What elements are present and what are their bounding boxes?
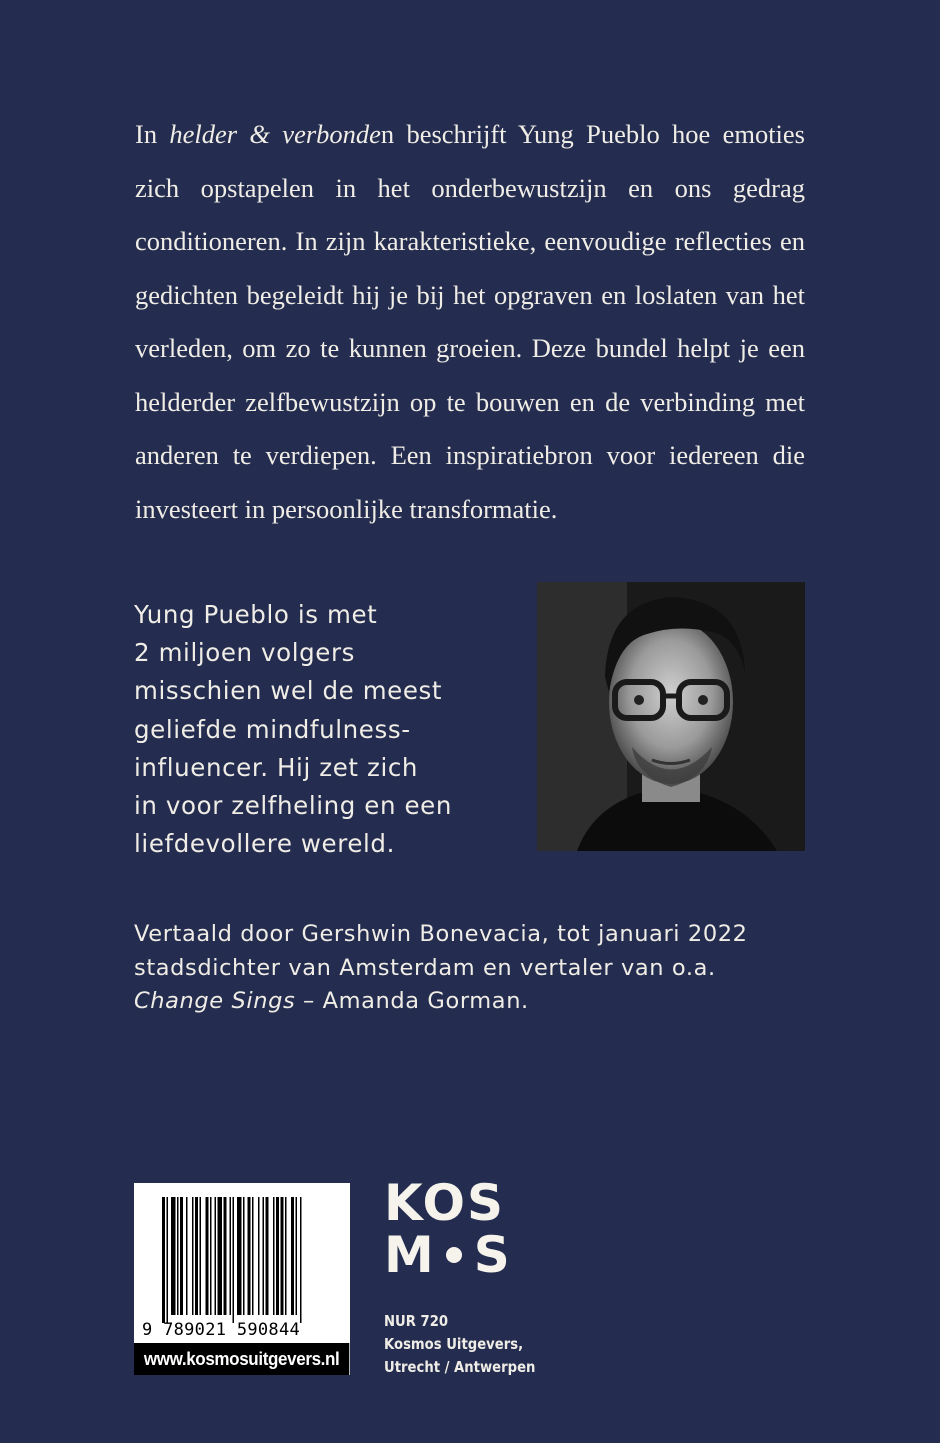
barcode-bar (171, 1197, 176, 1315)
barcode-bar (200, 1197, 202, 1315)
nur-code: NUR 720 (384, 1312, 449, 1330)
barcode-bar (210, 1197, 212, 1315)
translator-line: Vertaald door Gershwin Bonevacia, tot januari 2022 (134, 921, 748, 947)
publisher-name: Kosmos Uitgevers, (384, 1335, 524, 1353)
barcode-bar (237, 1197, 242, 1315)
bio-line: liefdevollere wereld. (134, 829, 395, 859)
translator-credit (134, 918, 814, 1019)
barcode-bar (167, 1197, 169, 1323)
barcode-bar (266, 1197, 269, 1315)
barcode-bar (206, 1197, 209, 1315)
bio-line: influencer. Hij zet zich (134, 752, 419, 782)
barcode-bar (248, 1197, 251, 1315)
barcode-bar (252, 1197, 254, 1315)
blurb-prefix: In (135, 119, 170, 149)
isbn-number: 9 789021 590844 (142, 1320, 301, 1340)
bio-line: 2 miljoen volgers (134, 638, 355, 668)
barcode-bar (281, 1197, 284, 1315)
barcode-bar (273, 1197, 275, 1315)
barcode-bar (162, 1197, 165, 1323)
barcode-bar (195, 1197, 198, 1315)
barcode-bar (291, 1197, 294, 1315)
translated-work-title: Change Sings (134, 988, 296, 1014)
author-portrait-graphic (537, 582, 805, 851)
publisher-location: Utrecht / Antwerpen (384, 1358, 536, 1376)
barcode-bar (243, 1197, 245, 1315)
barcode-bar (180, 1197, 183, 1315)
barcode-bar (276, 1197, 279, 1315)
barcode-bar (224, 1197, 227, 1315)
barcode-bar (258, 1197, 260, 1315)
barcode (134, 1183, 350, 1375)
logo-row-1: KOS (384, 1174, 506, 1232)
publisher-info (384, 1310, 535, 1379)
barcode-bar (218, 1197, 223, 1315)
logo-letter-s: S (473, 1226, 512, 1284)
barcode-bar (296, 1197, 298, 1315)
barcode-bar (186, 1197, 188, 1315)
translator-line: stadsdichter van Amsterdam en vertaler van o.a. (134, 954, 716, 981)
bio-line: misschien wel de meest (134, 676, 443, 706)
publisher-url: www.kosmosuitgevers.nl (134, 1343, 349, 1375)
author-bio (134, 596, 494, 863)
barcode-bar (192, 1197, 194, 1315)
bio-line: in voor zelfheling en een (134, 791, 452, 821)
barcode-bar (177, 1197, 179, 1315)
logo-dot-icon (446, 1247, 462, 1263)
barcode-bars (134, 1183, 350, 1323)
barcode-bar (230, 1197, 232, 1315)
author-photo (537, 582, 805, 851)
logo-letter-m: M (384, 1226, 436, 1284)
barcode-bar (300, 1197, 302, 1323)
logo-row-2 (384, 1226, 512, 1284)
blurb-body: n beschrijft Yung Pueblo hoe emoties zich opstapelen in het onderbewustzijn en ons gedrag conditioneren. In zijn karakteristieke, eenvoudige reflecties en gedichten begeleidt hij je bij het opgraven en loslaten van het verleden, om zo te kunnen groeien. Deze bundel helpt je een helderder zelfbewustzijn op te bouwen en de verbinding met anderen te verdiepen. Een inspiratiebron voor iedereen die investeert in persoonlijke transformatie. (135, 119, 805, 524)
barcode-bar (285, 1197, 287, 1315)
kosmos-logo (384, 1174, 524, 1284)
translated-work-author: – Amanda Gorman. (295, 988, 529, 1014)
barcode-bar (215, 1197, 217, 1315)
barcode-bar (263, 1197, 265, 1315)
bio-line: geliefde mindfulness- (134, 714, 411, 744)
bio-line: Yung Pueblo is met (134, 600, 378, 629)
translator-line-3 (134, 985, 814, 1019)
barcode-bar (233, 1197, 235, 1323)
book-title: helder & verbonde (169, 119, 381, 149)
blurb-text (135, 108, 805, 536)
